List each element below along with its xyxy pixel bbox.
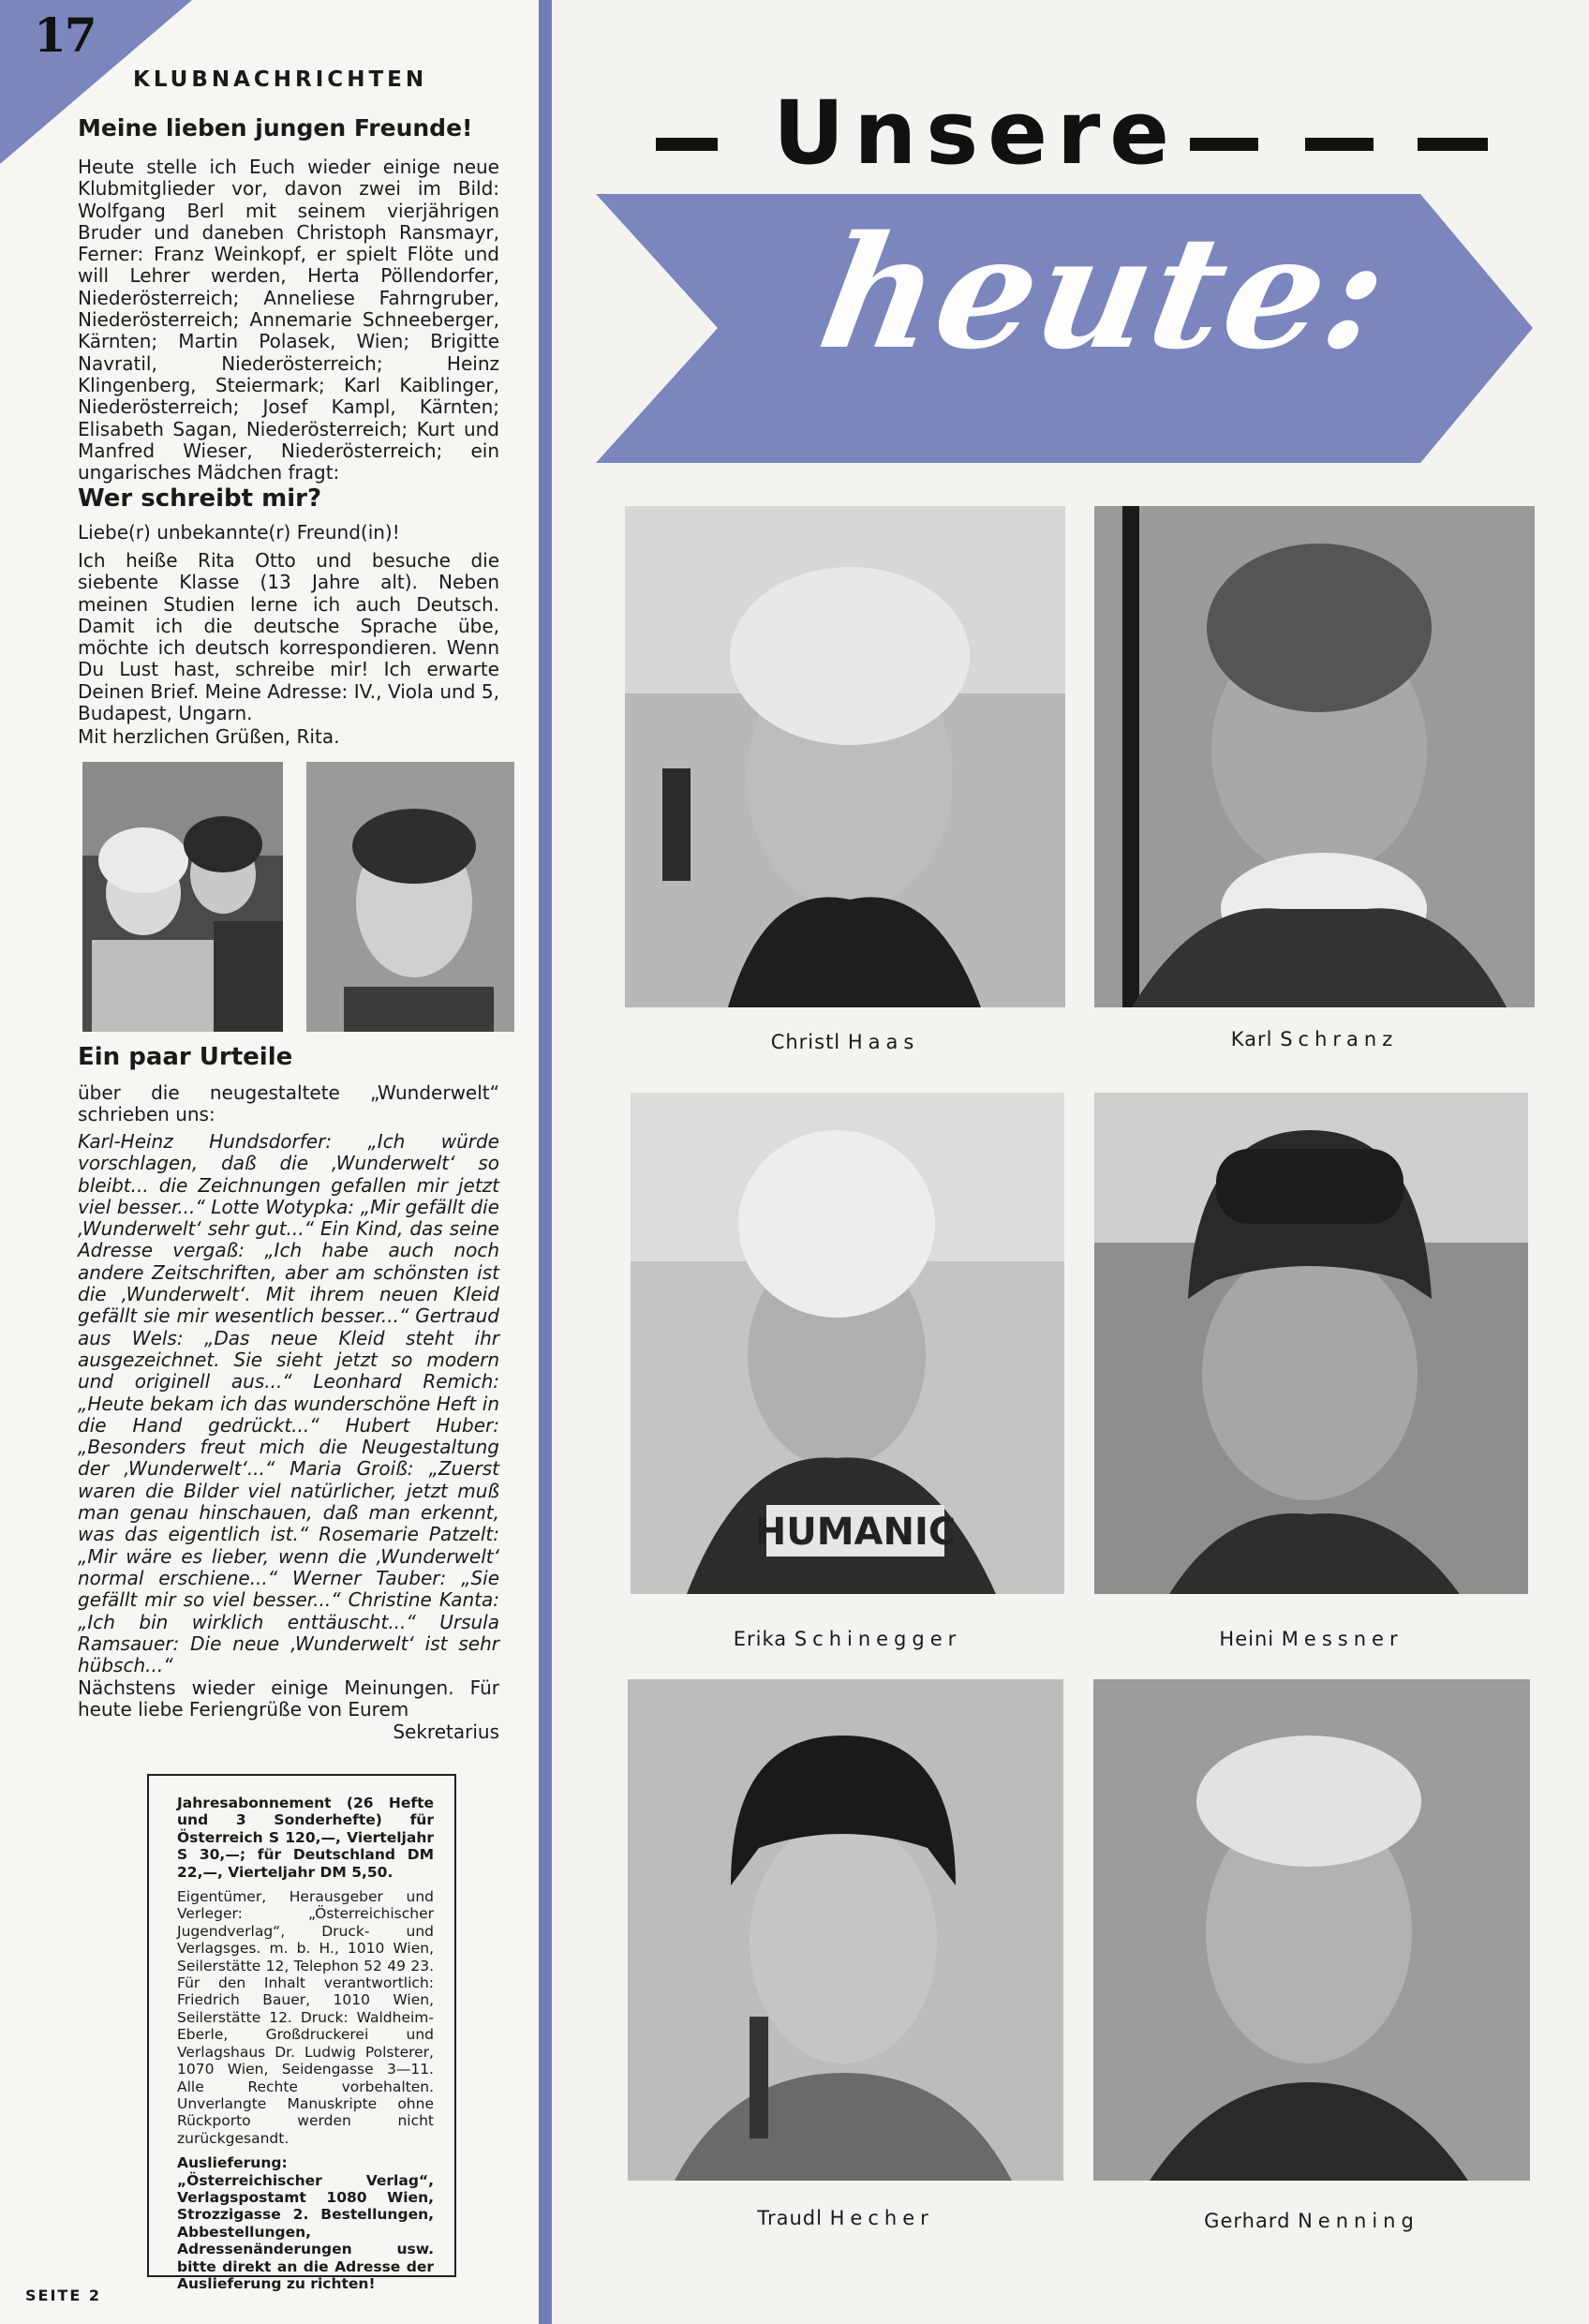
photo-gerhard-nenning (1093, 1679, 1530, 2181)
imprint-delivery: Auslieferung: „Österreichischer Verlag“, Verlagspostamt 1080 Wien, Strozzigasse 2. Bestellungen, Abbestellungen, Adressenänderungen usw. bitte direkt an die Adresse der Auslieferung zu richten! (177, 2154, 434, 2292)
caption-first-name: Gerhard (1204, 2210, 1291, 2232)
signature: Sekretarius (393, 1721, 499, 1743)
column-divider (539, 0, 552, 2324)
photo-berl-brothers (82, 762, 283, 1032)
caption-first-name: Karl (1230, 1028, 1273, 1050)
photo-erika-schinegger (631, 1093, 1064, 1594)
letter-closing: Mit herzlichen Grüßen, Rita. (78, 725, 340, 748)
caption-haas (625, 1031, 1065, 1053)
page-footer: SEITE 2 (25, 2287, 101, 2304)
title-heute: heute: (808, 201, 1403, 383)
letter-salutation: Liebe(r) unbekannte(r) Freund(in)! (78, 521, 400, 544)
caption-last-name: Nenning (1298, 2210, 1419, 2232)
letter-body: Ich heiße Rita Otto und besuche die siebente Klasse (13 Jahre alt). Neben meinen Studien lerne ich auch Deutsch. Damit ich die deutsche Sprache übe, möchte ich deutsch korrespondieren. Wenn Du Lust hast, schreibe mir! Ich erwarte Deinen Brief. Meine Adresse: IV., Viola und 5, Budapest, Ungarn. (78, 549, 499, 725)
title-bar-left (656, 138, 718, 151)
title-bar-2 (1305, 138, 1374, 151)
caption-first-name: Heini (1219, 1628, 1275, 1650)
caption-last-name: Messner (1281, 1628, 1403, 1650)
photo-karl-schranz (1094, 506, 1535, 1007)
wer-schreibt-heading: Wer schreibt mir? (78, 484, 322, 513)
caption-schranz (1094, 1028, 1535, 1050)
title-unsere: Unsere (773, 82, 1180, 185)
caption-hecher (628, 2207, 1063, 2229)
caption-schinegger (631, 1628, 1064, 1650)
title-bar-1 (1190, 138, 1258, 151)
caption-first-name: Christl (770, 1031, 841, 1053)
section-title: KLUBNACHRICHTEN (133, 67, 428, 92)
photo-christoph-ransmayr (306, 762, 514, 1032)
title-bar-3 (1418, 138, 1488, 151)
caption-first-name: Erika (733, 1628, 788, 1650)
svg-text:HUMANIC: HUMANIC (754, 1511, 957, 1554)
caption-last-name: Haas (847, 1031, 920, 1053)
greeting-heading: Meine lieben jungen Freunde! (78, 114, 473, 142)
imprint-owner: Eigentümer, Herausgeber und Verleger: „Österreichischer Jugendverlag“, Druck- und Verlagsges. m. b. H., 1010 Wien, Seilerstätte 12, Telephon 52 49 23. Für den Inhalt verantwortlich: Friedrich Bauer, 1010 Wien, Seilerstätte 12. Druck: Waldheim-Eberle, Großdruckerei und Verlagshaus Dr. Ludwig Polsterer, 1070 Wien, Seidengasse 3—11. Alle Rechte vorbehalten. Unverlangte Manuskripte ohne Rückporto werden nicht zurückgesandt. (177, 1888, 434, 2147)
imprint-box (147, 1774, 456, 2292)
photo-christl-haas (625, 506, 1065, 1007)
intro-paragraph: Heute stelle ich Euch wieder einige neue Klubmitglieder vor, davon zwei im Bild: Wolfgang Berl mit seinem vierjährigen Bruder und daneben Christoph Ransmayr, Ferner: Franz Weinkopf, er spielt Flöte und will Lehrer werden, Herta Pöllendorfer, Niederösterreich; Anneliese Fahrngruber, Niederösterreich; Annemarie Schneeberger, Kärnten; Martin Polasek, Wien; Brigitte Navratil, Niederösterreich; Heinz Klingenberg, Steiermark; Karl Kaiblinger, Niederösterreich; Josef Kampl, Kärnten; Elisabeth Sagan, Niederösterreich; Kurt und Manfred Wieser, Niederösterreich; ein ungarisches Mädchen fragt: (78, 156, 499, 484)
urteile-body: Karl-Heinz Hundsdorfer: „Ich würde vorschlagen, daß die ‚Wunderwelt‘ so bleibt... die Zeichnungen gefallen mir jetzt viel besser...“ Lotte Wotypka: „Mir gefällt die ‚Wunderwelt‘ sehr gut...“ Ein Kind, das seine Adresse vergaß: „Ich habe auch noch andere Zeitschriften, aber am schönsten ist die ‚Wunderwelt‘. Mit ihrem neuen Kleid gefällt sie mir wesentlich besser...“ Gertraud aus Wels: „Das neue Kleid steht ihr ausgezeichnet. Sie sieht jetzt so modern und originell aus...“ Leonhard Remich: „Heute bekam ich das wunderschöne Heft in die Hand gedrückt...“ Hubert Huber: „Besonders freut mich die Neugestaltung der ‚Wunderwelt‘...“ Maria Groiß: „Zuerst waren die Bilder viel natürlicher, jetzt muß man genau hinschauen, daß man erkennt, was das eigentlich ist.“ Rosemarie Patzelt: „Mir wäre es lieber, wenn die ‚Wunderwelt‘ normal erschiene...“ Werner Tauber: „Sie gefällt mir so viel besser...“ Christine Kanta: „Ich bin wirklich enttäuscht...“ Ursula Ramsauer: Die neue ‚Wunderwelt‘ ist sehr hübsch...“ (78, 1130, 499, 1677)
caption-last-name: Schinegger (794, 1628, 962, 1650)
photo-heini-messner (1094, 1093, 1528, 1594)
outro-paragraph: Nächstens wieder einige Meinungen. Für heute liebe Feriengrüße von Eurem (78, 1676, 499, 1721)
photo-traudl-hecher (628, 1679, 1063, 2181)
urteile-heading: Ein paar Urteile (78, 1043, 293, 1071)
caption-first-name: Traudl (757, 2207, 823, 2229)
caption-last-name: Hecher (829, 2207, 934, 2229)
caption-nenning (1093, 2210, 1530, 2232)
imprint-abo: Jahresabonnement (26 Hefte und 3 Sonderhefte) für Österreich S 120,—, Vierteljahr S 30,—; für Deutschland DM 22,—, Vierteljahr DM 5,50. (177, 1795, 434, 1881)
page-number: 17 (34, 7, 96, 63)
caption-last-name: Schranz (1280, 1028, 1399, 1050)
caption-messner (1094, 1628, 1528, 1650)
urteile-intro: über die neugestaltete „Wunderwelt“ schrieben uns: (78, 1081, 499, 1126)
